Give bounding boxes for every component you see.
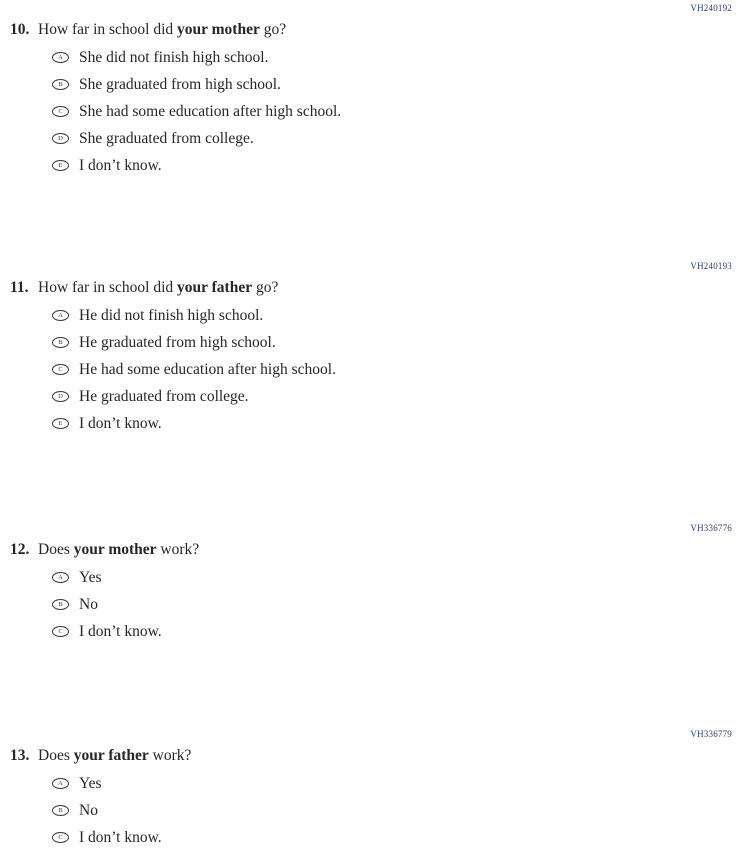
answer-bubble-icon[interactable]: A (52, 778, 69, 789)
answer-option[interactable] (52, 152, 738, 179)
question-code: VH336779 (690, 729, 732, 739)
answer-options (52, 302, 738, 437)
answer-option-label: She graduated from high school. (79, 75, 281, 93)
question-number: 10. (10, 21, 30, 38)
question-text-prefix: How far in school did (38, 279, 178, 296)
answer-option-label: I don’t know. (79, 156, 162, 174)
answer-option[interactable] (52, 770, 738, 797)
answer-option-label: She did not finish high school. (79, 48, 269, 66)
answer-option[interactable] (52, 125, 738, 152)
question-text (38, 746, 191, 766)
question-line (0, 20, 738, 40)
answer-option-label: She graduated from college. (79, 129, 254, 147)
answer-option-label: He had some education after high school. (79, 360, 336, 378)
question-text (38, 20, 286, 40)
question-text-prefix: Does (38, 747, 74, 764)
answer-bubble-icon[interactable]: B (52, 337, 69, 348)
question-text-bold: your mother (177, 21, 260, 38)
answer-option[interactable] (52, 383, 738, 410)
question-code: VH240193 (690, 261, 732, 271)
question-text (38, 540, 199, 560)
question-block-10 (0, 0, 738, 179)
answer-option-label: He did not finish high school. (79, 306, 264, 324)
answer-bubble-icon[interactable]: A (52, 310, 69, 321)
question-line (0, 278, 738, 298)
question-line (0, 540, 738, 560)
question-text-bold: your father (73, 747, 149, 764)
question-number: 11. (10, 279, 29, 296)
answer-option-label: She had some education after high school. (79, 102, 342, 120)
answer-option[interactable] (52, 44, 738, 71)
question-number: 12. (10, 541, 30, 558)
answer-option[interactable] (52, 410, 738, 437)
answer-bubble-icon[interactable]: A (52, 572, 69, 583)
answer-option-label: No (79, 595, 98, 613)
answer-option-label: I don’t know. (79, 622, 162, 640)
answer-bubble-icon[interactable]: C (52, 106, 69, 117)
answer-option-label: I don’t know. (79, 414, 162, 432)
answer-option[interactable] (52, 329, 738, 356)
answer-option-label: Yes (79, 568, 102, 586)
answer-bubble-icon[interactable]: C (52, 626, 69, 637)
answer-bubble-icon[interactable]: E (52, 160, 69, 171)
answer-bubble-icon[interactable]: B (52, 805, 69, 816)
question-text-prefix: How far in school did (38, 21, 178, 38)
question-text-suffix: go? (252, 279, 279, 296)
answer-option[interactable] (52, 564, 738, 591)
answer-bubble-icon[interactable]: B (52, 599, 69, 610)
answer-option[interactable] (52, 618, 738, 645)
answer-bubble-icon[interactable]: B (52, 79, 69, 90)
question-text-suffix: work? (148, 747, 192, 764)
answer-option-label: I don’t know. (79, 828, 162, 846)
question-text (38, 278, 278, 298)
answer-option-label: No (79, 801, 98, 819)
answer-options (52, 770, 738, 851)
answer-option[interactable] (52, 797, 738, 824)
answer-option[interactable] (52, 302, 738, 329)
answer-options (52, 564, 738, 645)
answer-bubble-icon[interactable]: C (52, 832, 69, 843)
answer-option-label: He graduated from high school. (79, 333, 276, 351)
answer-option[interactable] (52, 98, 738, 125)
question-code: VH336776 (690, 523, 732, 533)
question-text-suffix: work? (156, 541, 200, 558)
answer-option[interactable] (52, 591, 738, 618)
answer-option[interactable] (52, 71, 738, 98)
answer-options (52, 44, 738, 179)
answer-option[interactable] (52, 824, 738, 851)
answer-bubble-icon[interactable]: A (52, 52, 69, 63)
question-block-11 (0, 258, 738, 437)
answer-bubble-icon[interactable]: C (52, 364, 69, 375)
question-text-suffix: go? (259, 21, 287, 38)
answer-option-label: He graduated from college. (79, 387, 249, 405)
question-number: 13. (10, 747, 30, 764)
answer-bubble-icon[interactable]: D (52, 133, 69, 144)
question-line (0, 746, 738, 766)
question-text-bold: your mother (73, 541, 157, 558)
answer-option-label: Yes (79, 774, 102, 792)
question-block-13 (0, 726, 738, 851)
question-code: VH240192 (690, 3, 732, 13)
answer-bubble-icon[interactable]: E (52, 418, 69, 429)
question-text-bold: your father (177, 279, 253, 296)
answer-bubble-icon[interactable]: D (52, 391, 69, 402)
question-text-prefix: Does (38, 541, 74, 558)
question-block-12 (0, 520, 738, 645)
answer-option[interactable] (52, 356, 738, 383)
